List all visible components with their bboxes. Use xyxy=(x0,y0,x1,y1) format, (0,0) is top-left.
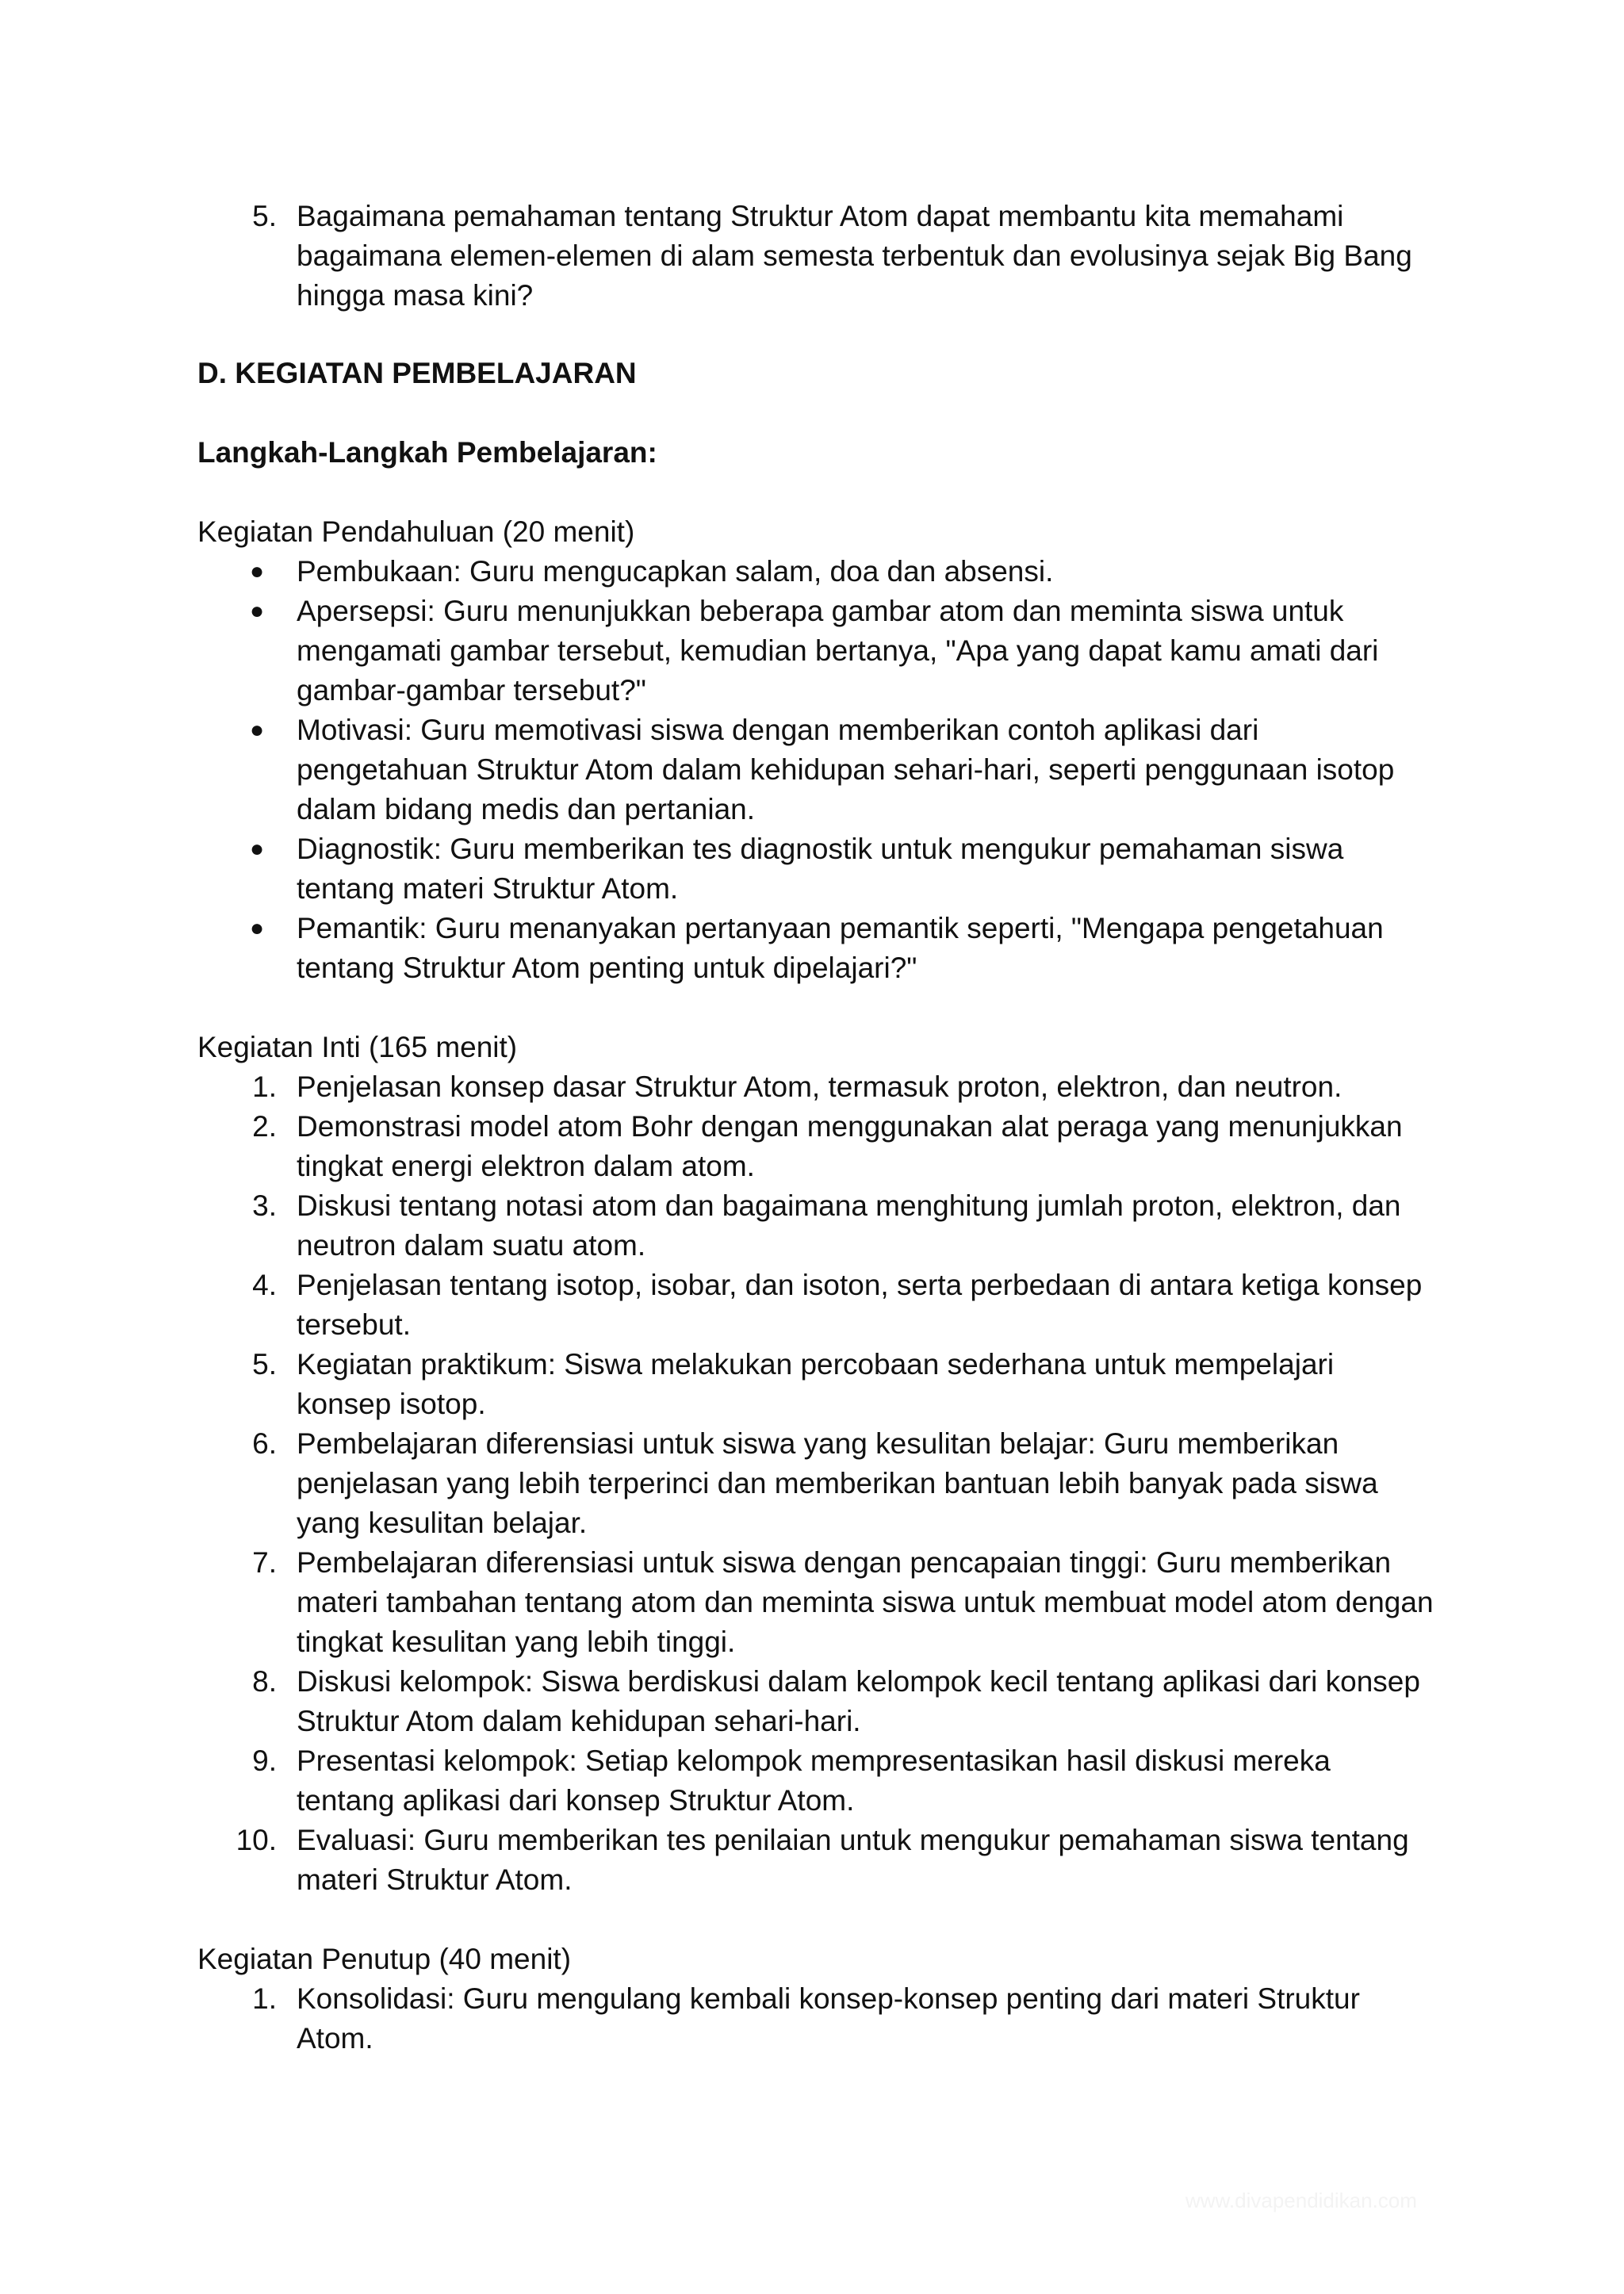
list-item xyxy=(197,1979,1434,2058)
list-item xyxy=(197,1067,1434,1107)
section-title: D. KEGIATAN PEMBELAJARAN xyxy=(197,357,637,389)
list-item-text: Pembelajaran diferensiasi untuk siswa dengan pencapaian tinggi: Guru memberikan materi tambahan tentang atom dan meminta siswa untuk membuat model atom dengan tingkat kesulitan yang lebih tinggi. xyxy=(297,1546,1434,1658)
list-number: 10. xyxy=(236,1824,277,1856)
list-number: 1. xyxy=(252,1982,277,2015)
list-item xyxy=(197,710,1434,829)
list-item xyxy=(197,829,1434,909)
list-item-text: Penjelasan konsep dasar Struktur Atom, termasuk proton, elektron, dan neutron. xyxy=(297,1070,1342,1103)
list-number: 7. xyxy=(252,1546,277,1579)
list-item-text: Diskusi tentang notasi atom dan bagaimana menghitung jumlah proton, elektron, dan neutron dalam suatu atom. xyxy=(297,1189,1401,1262)
list-item-text: Diskusi kelompok: Siswa berdiskusi dalam kelompok kecil tentang aplikasi dari konsep Struktur Atom dalam kehidupan sehari-hari. xyxy=(297,1665,1420,1737)
list-item xyxy=(197,1543,1434,1662)
section-subtitle: Langkah-Langkah Pembelajaran: xyxy=(197,436,657,469)
list-number: 5. xyxy=(252,1348,277,1381)
watermark: www.divapendidikan.com xyxy=(1185,2189,1417,2212)
list-item-text: Apersepsi: Guru menunjukkan beberapa gambar atom dan meminta siswa untuk mengamati gambar tersebut, kemudian bertanya, "Apa yang dapat kamu amati dari gambar-gambar tersebut?" xyxy=(297,595,1379,707)
inti-section xyxy=(197,1028,1434,1900)
bullet-icon: ● xyxy=(249,598,265,624)
list-item-text: Pembukaan: Guru mengucapkan salam, doa dan absensi. xyxy=(297,555,1054,588)
list-item xyxy=(197,1266,1434,1345)
list-item-text: Motivasi: Guru memotivasi siswa dengan memberikan contoh aplikasi dari pengetahuan Struktur Atom dalam kehidupan sehari-hari, seperti penggunaan isotop dalam bidang medis dan pertanian. xyxy=(297,714,1395,825)
list-item-text: Bagaimana pemahaman tentang Struktur Atom dapat membantu kita memahami bagaimana elemen-elemen di alam semesta terbentuk dan evolusinya sejak Big Bang hingga masa kini? xyxy=(297,200,1412,312)
list-item-text: Pemantik: Guru menanyakan pertanyaan pemantik seperti, "Mengapa pengetahuan tentang Struktur Atom penting untuk dipelajari?" xyxy=(297,912,1384,984)
list-item xyxy=(197,1741,1434,1821)
list-item-text: Pembelajaran diferensiasi untuk siswa yang kesulitan belajar: Guru memberikan penjelasan yang lebih terperinci dan memberikan bantuan lebih banyak pada siswa yang kesulitan belajar. xyxy=(297,1427,1378,1539)
bullet-icon: ● xyxy=(249,717,265,743)
list-item xyxy=(197,1821,1434,1900)
list-item-text: Diagnostik: Guru memberikan tes diagnostik untuk mengukur pemahaman siswa tentang materi Struktur Atom. xyxy=(297,833,1344,905)
bullet-icon: ● xyxy=(249,558,265,584)
list-item xyxy=(197,592,1434,710)
list-number: 5. xyxy=(252,200,277,232)
list-number: 6. xyxy=(252,1427,277,1460)
list-item xyxy=(197,1345,1434,1424)
question-list xyxy=(197,197,1434,316)
list-item-text: Demonstrasi model atom Bohr dengan menggunakan alat peraga yang menunjukkan tingkat energi elektron dalam atom. xyxy=(297,1110,1403,1182)
list-number: 3. xyxy=(252,1189,277,1222)
list-number: 4. xyxy=(252,1269,277,1301)
inti-title: Kegiatan Inti (165 menit) xyxy=(197,1031,518,1063)
list-item xyxy=(197,197,1434,316)
list-number: 2. xyxy=(252,1110,277,1143)
penutup-section xyxy=(197,1940,1434,2058)
penutup-title: Kegiatan Penutup (40 menit) xyxy=(197,1943,572,1975)
list-number: 1. xyxy=(252,1070,277,1103)
list-item-text: Kegiatan praktikum: Siswa melakukan percobaan sederhana untuk mempelajari konsep isotop. xyxy=(297,1348,1335,1420)
list-item xyxy=(197,1186,1434,1266)
bullet-icon: ● xyxy=(249,836,265,862)
list-item xyxy=(197,1107,1434,1186)
list-item xyxy=(197,552,1434,592)
list-item-text: Presentasi kelompok: Setiap kelompok mempresentasikan hasil diskusi mereka tentang aplikasi dari konsep Struktur Atom. xyxy=(297,1744,1331,1817)
bullet-icon: ● xyxy=(249,915,265,941)
list-item xyxy=(197,1424,1434,1543)
list-item-text: Konsolidasi: Guru mengulang kembali konsep-konsep penting dari materi Struktur Atom. xyxy=(297,1982,1360,2055)
list-number: 8. xyxy=(252,1665,277,1698)
list-item xyxy=(197,909,1434,988)
list-item xyxy=(197,1662,1434,1741)
pendahuluan-section xyxy=(197,512,1434,988)
pendahuluan-title: Kegiatan Pendahuluan (20 menit) xyxy=(197,515,635,548)
list-number: 9. xyxy=(252,1744,277,1777)
list-item-text: Evaluasi: Guru memberikan tes penilaian untuk mengukur pemahaman siswa tentang materi Struktur Atom. xyxy=(297,1824,1409,1896)
list-item-text: Penjelasan tentang isotop, isobar, dan isoton, serta perbedaan di antara ketiga konsep tersebut. xyxy=(297,1269,1423,1341)
